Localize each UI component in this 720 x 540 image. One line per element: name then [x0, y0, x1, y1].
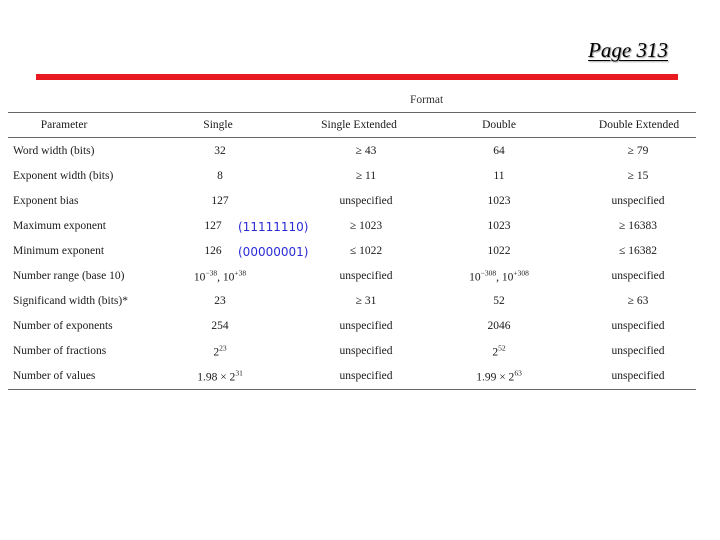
table-row: [8, 289, 696, 314]
single-extended-value: unspecified: [339, 370, 393, 383]
single-value: [194, 269, 246, 284]
single-value: 126: [204, 244, 222, 257]
values-single-exp: 31: [235, 368, 243, 378]
ieee-format-table: [8, 112, 696, 390]
single-value: 254: [211, 320, 229, 333]
number-range-single-sep: , 10: [217, 271, 235, 284]
page-title: Page 313: [588, 38, 668, 62]
row-label: Number of values: [13, 370, 96, 383]
single-extended-value: ≥ 1023: [349, 219, 383, 232]
single-value: 127: [204, 219, 222, 232]
double-extended-value: unspecified: [611, 270, 665, 283]
header-double: Double: [482, 119, 516, 131]
single-value: 23: [214, 295, 226, 308]
double-value: 1023: [487, 219, 511, 232]
single-extended-value: ≤ 1022: [349, 244, 383, 257]
table-row: [8, 314, 696, 339]
double-extended-value: unspecified: [611, 194, 665, 207]
header-single: Single: [203, 119, 233, 131]
double-value: 2046: [487, 320, 511, 333]
row-label: Maximum exponent: [13, 219, 106, 232]
table-header-row: [8, 112, 696, 138]
row-label: Minimum exponent: [13, 244, 105, 257]
fractions-single-base: 2: [213, 346, 220, 359]
double-extended-value: ≥ 16383: [619, 219, 657, 232]
row-label: Exponent bias: [13, 194, 79, 207]
table-row: [8, 263, 696, 288]
table-row: [8, 238, 696, 263]
row-label: Word width (bits): [13, 144, 95, 157]
table-bottom-rule: [8, 389, 696, 390]
double-extended-value: ≥ 79: [627, 144, 649, 157]
row-label: Number range (base 10): [13, 270, 125, 283]
double-value: 52: [493, 295, 505, 308]
single-value: [197, 369, 243, 384]
title-divider: [36, 74, 678, 80]
double-value: [476, 369, 522, 384]
single-extended-value: unspecified: [339, 320, 393, 333]
table-row: [8, 163, 696, 188]
single-extended-value: ≥ 43: [355, 144, 377, 157]
double-value: 11: [493, 169, 505, 182]
values-double-base: 1.99 × 2: [476, 371, 515, 384]
single-value: [213, 344, 226, 359]
double-extended-value: unspecified: [611, 320, 665, 333]
header-parameter: Parameter: [40, 119, 88, 131]
fractions-double-base: 2: [492, 346, 499, 359]
double-value: [492, 344, 505, 359]
header-double-extended: Double Extended: [598, 119, 680, 131]
double-extended-value: ≤ 16382: [619, 244, 657, 257]
single-extended-value: unspecified: [339, 194, 393, 207]
table-row: [8, 188, 696, 213]
fractions-double-exp: 52: [498, 343, 506, 353]
table-row: [8, 213, 696, 238]
row-label: Exponent width (bits): [13, 169, 114, 182]
double-extended-value: unspecified: [611, 370, 665, 383]
double-extended-value: unspecified: [611, 345, 665, 358]
single-extended-value: unspecified: [339, 345, 393, 358]
fractions-single-exp: 23: [219, 343, 227, 353]
double-value: 64: [493, 144, 505, 157]
double-extended-value: ≥ 63: [627, 295, 649, 308]
number-range-single-base: 10: [193, 271, 206, 284]
double-value: [469, 269, 529, 284]
row-label: Number of fractions: [13, 345, 107, 358]
number-range-single-exp-min: −38: [205, 268, 218, 278]
single-extended-value: ≥ 31: [355, 295, 377, 308]
header-single-extended: Single Extended: [321, 119, 397, 131]
row-label: Significand width (bits)*: [13, 295, 128, 308]
single-value: 32: [214, 144, 226, 157]
single-extended-value: unspecified: [339, 270, 393, 283]
single-value: 8: [217, 169, 223, 182]
single-extended-value: ≥ 11: [355, 169, 377, 182]
double-extended-value: ≥ 15: [627, 169, 649, 182]
table-row: [8, 364, 696, 389]
table-row: [8, 138, 696, 163]
row-label: Number of exponents: [13, 320, 113, 333]
max-exponent-bits-annotation: (11111110): [238, 220, 309, 234]
number-range-single-exp-max: +38: [234, 268, 247, 278]
number-range-double-sep: , 10: [496, 271, 514, 284]
number-range-double-base: 10: [469, 271, 481, 284]
values-double-exp: 63: [514, 368, 522, 378]
values-single-base: 1.98 × 2: [197, 371, 236, 384]
format-group-header: Format: [410, 94, 444, 106]
number-range-double-exp-min: −308: [480, 268, 497, 278]
double-value: 1022: [487, 244, 511, 257]
table-row: [8, 339, 696, 364]
number-range-double-exp-max: +308: [513, 268, 529, 278]
min-exponent-bits-annotation: (00000001): [238, 245, 309, 259]
double-value: 1023: [487, 194, 511, 207]
single-value: 127: [211, 194, 229, 207]
